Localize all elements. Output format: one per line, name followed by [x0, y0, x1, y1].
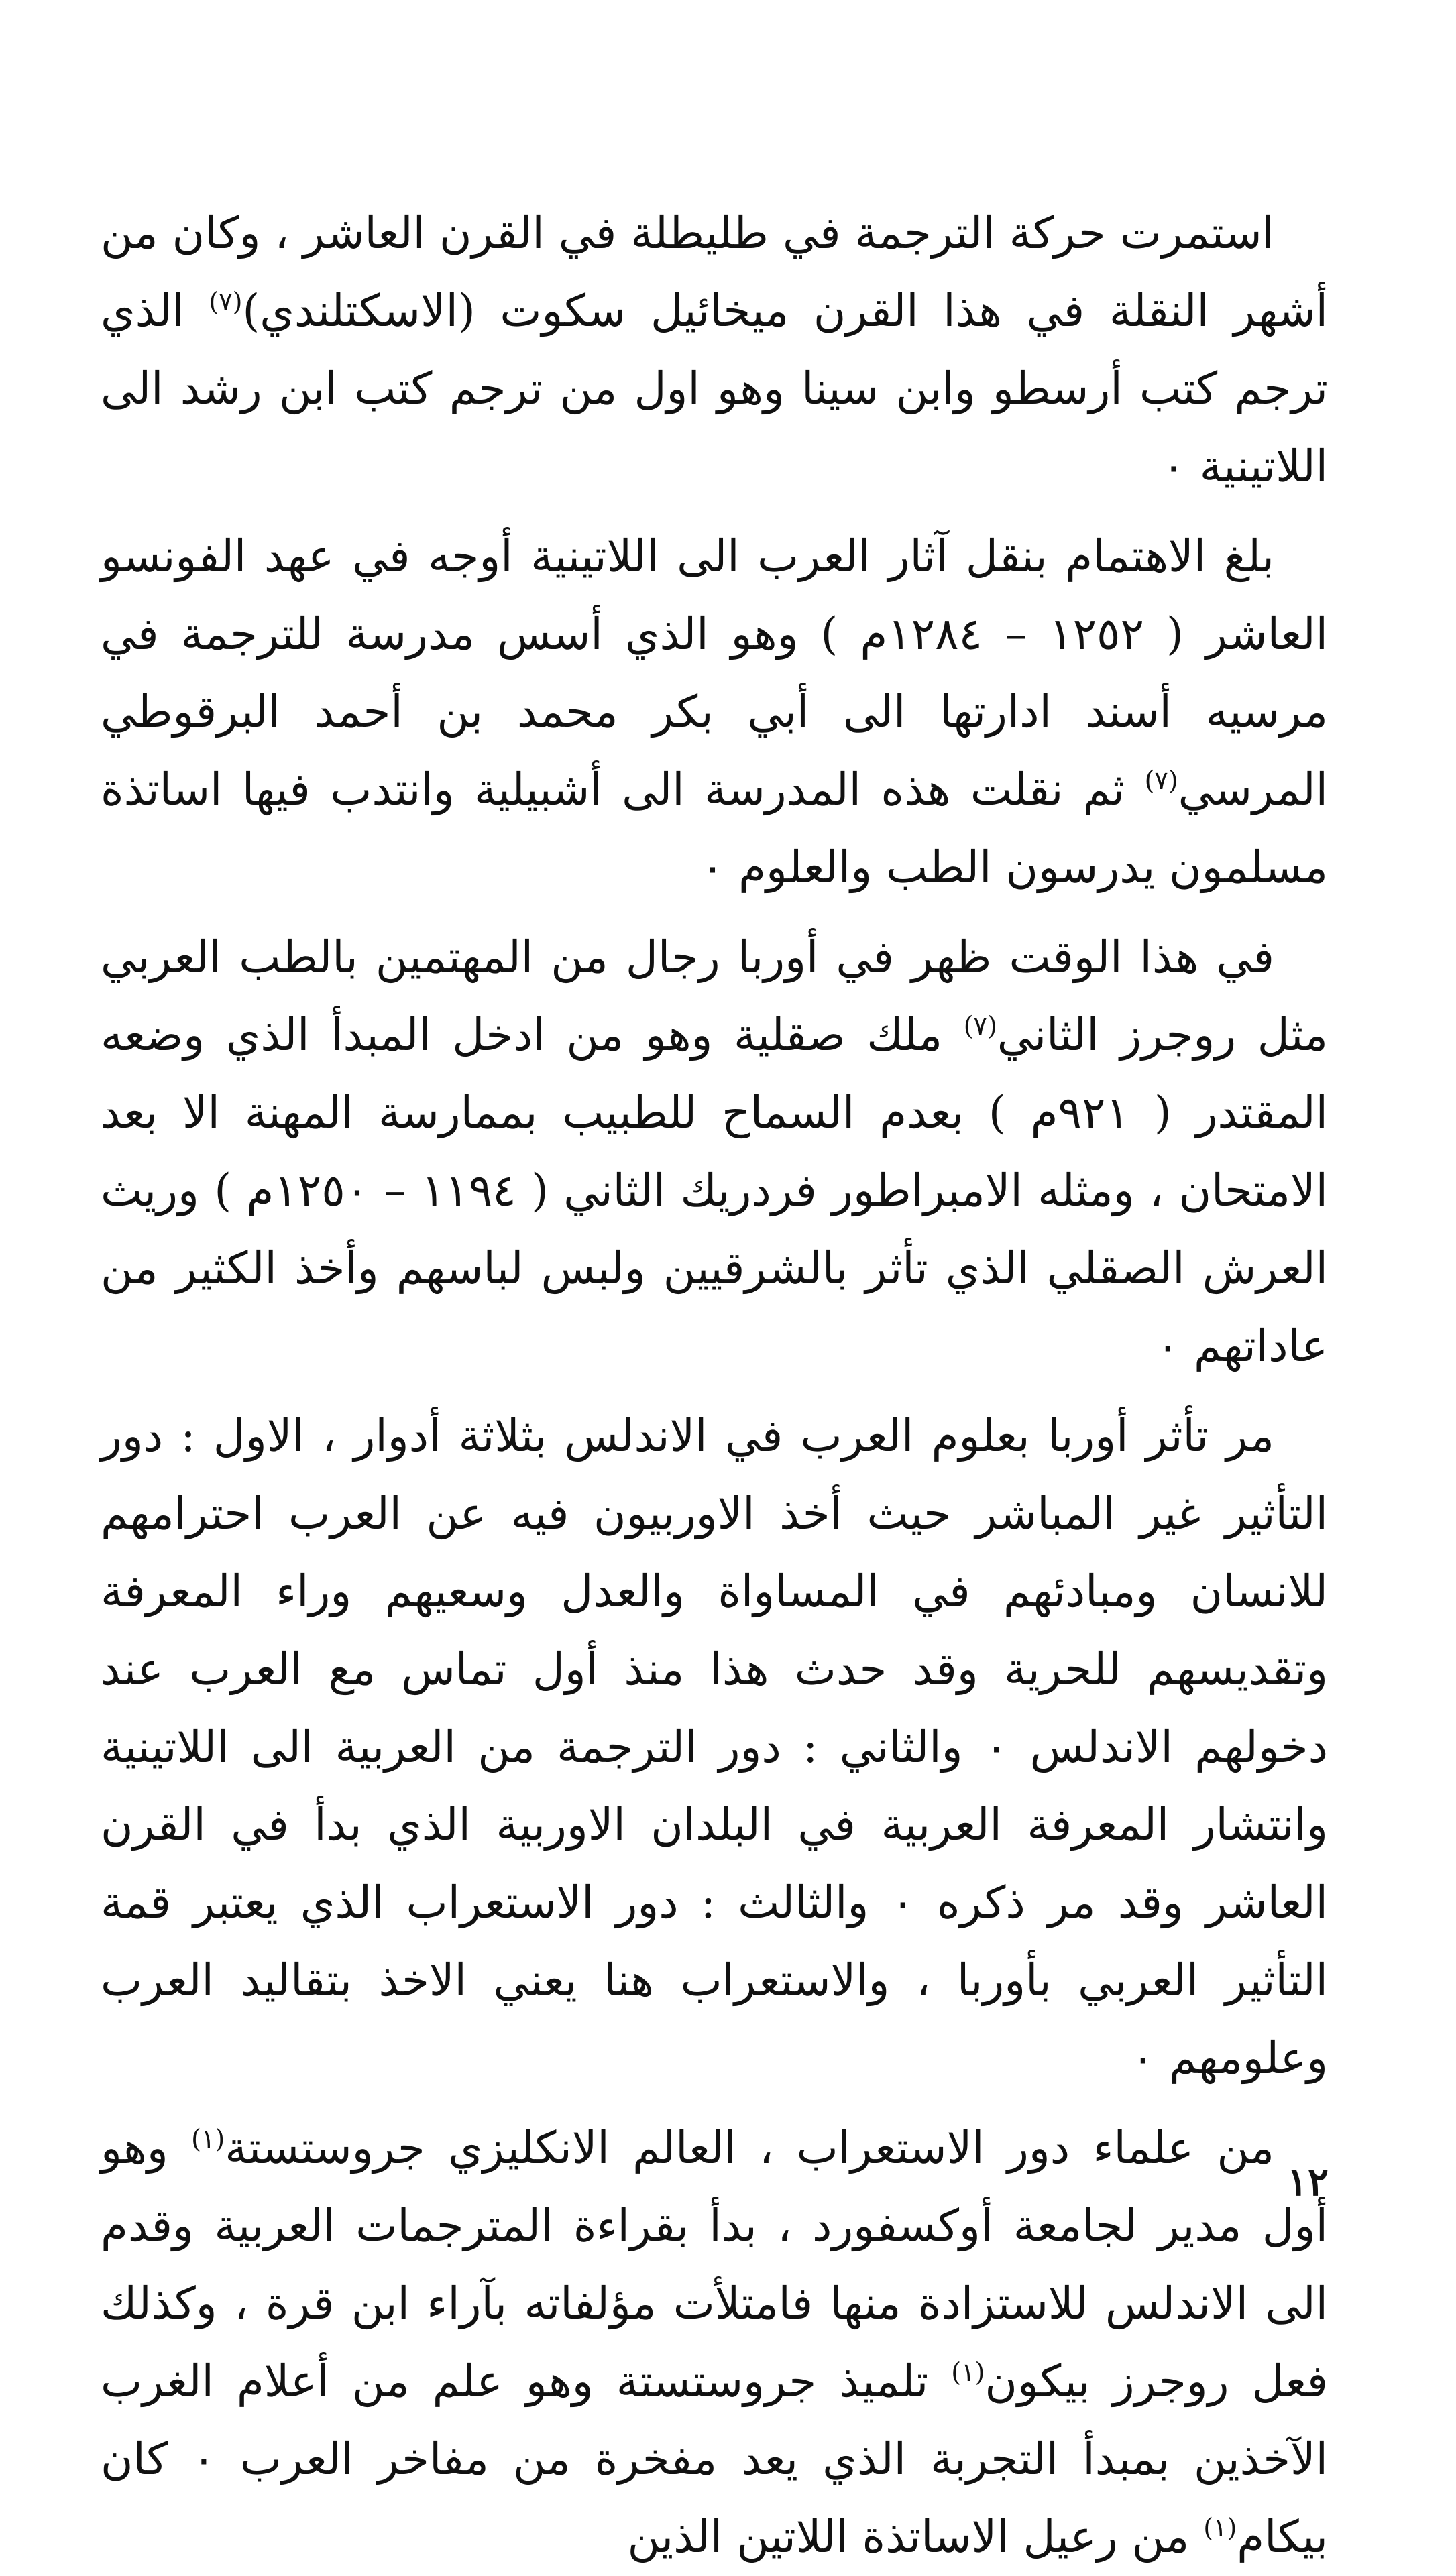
- paragraph-translation-toledo: [101, 194, 1328, 506]
- page-number: ١٢: [1286, 2159, 1329, 2205]
- paragraph-arab-medicine: [101, 919, 1328, 1385]
- paragraph-text: في هذا الوقت ظهر في أوربا رجال من المهتمين بالطب العربي مثل روجرز الثاني: [101, 931, 1328, 1061]
- paragraph-text: مر تأثر أوربا بعلوم العرب في الاندلس بثلاثة أدوار ، الاول : دور التأثير غير المباشر حيث أخذ الاوربيون فيه عن العرب احترامهم للانسان ومبادئهم في المساواة والعدل وسعيهم وراء المعرفة وتقديسهم للحرية وقد حدث هذا منذ أول تماس مع العرب عند دخولهم الاندلس ٠ والثاني : دور الترجمة من العربية الى اللاتينية وانتشار المعرفة العربية في البلدان الاوربية الذي بدأ في القرن العاشر وقد مر ذكره ٠ والثالث : دور الاستعراب الذي يعتبر قمة التأثير العربي بأوربا ، والاستعراب هنا يعني الاخذ بتقاليد العرب وعلومهم ٠: [101, 1410, 1328, 2084]
- footnote-marker: (٧): [209, 287, 243, 316]
- paragraph-text: من علماء دور الاستعراب ، العالم الانكليزي جروستستة: [225, 2122, 1274, 2174]
- paragraph-text: الذي ترجم كتب أرسطو وابن سينا وهو اول من ترجم كتب ابن رشد الى اللاتينية ٠: [101, 285, 1328, 492]
- footnote-marker: (٧): [1144, 766, 1178, 795]
- paragraph-text: من رعيل الاساتذة اللاتين الذين: [627, 2511, 1204, 2563]
- footnote-marker: (١): [1203, 2513, 1237, 2542]
- paragraph-text: ثم نقلت هذه المدرسة الى أشبيلية وانتدب فيها اساتذة مسلمون يدرسون الطب والعلوم ٠: [101, 764, 1328, 893]
- paragraph-alfonso: [101, 518, 1328, 906]
- footnote-marker: (١): [191, 2124, 225, 2154]
- paragraph-text: وهو أول مدير لجامعة أوكسفورد ، بدأ بقراءة المترجمات العربية وقدم الى الاندلس للاستزادة منها فامتلأت مؤلفاته بآراء ابن قرة ، وكذلك فعل روجرز بيكون: [101, 2122, 1328, 2407]
- footnote-marker: (٧): [963, 1011, 997, 1041]
- paragraph-text: ملك صقلية وهو من ادخل المبدأ الذي وضعه المقتدر ( ٩٢١م ) بعدم السماح للطبيب بممارسة المهنة الا بعد الامتحان ، ومثله الامبراطور فردريك الثاني ( ١١٩٤ – ١٢٥٠م ) وريث العرش الصقلي الذي تأثر بالشرقيين ولبس لباسهم وأخذ الكثير من عاداتهم ٠: [101, 1009, 1328, 1372]
- paragraph-arabization-scholars: [101, 2109, 1328, 2576]
- paragraph-text: استمرت حركة الترجمة في طليطلة في القرن العاشر ، وكان من أشهر النقلة في هذا القرن ميخائيل سكوت (الاسكتلندي): [101, 207, 1328, 337]
- paragraph-text: بلغ الاهتمام بنقل آثار العرب الى اللاتينية أوجه في عهد الفونسو العاشر ( ١٢٥٢ – ١٢٨٤م ) وهو الذي أسس مدرسة للترجمة في مرسيه أسند ادارتها الى أبي بكر محمد بن أحمد البرقوطي المرسي: [101, 530, 1328, 815]
- footnote-marker: (١): [951, 2357, 985, 2387]
- paragraph-three-phases: [101, 1397, 1328, 2097]
- paragraph-text: تلميذ جروستستة وهو علم من أعلام الغرب الآخذين بمبدأ التجربة الذي يعد مفخرة من مفاخر العرب ٠ كان بيكام: [101, 2355, 1328, 2563]
- book-page-text: [101, 194, 1328, 2563]
